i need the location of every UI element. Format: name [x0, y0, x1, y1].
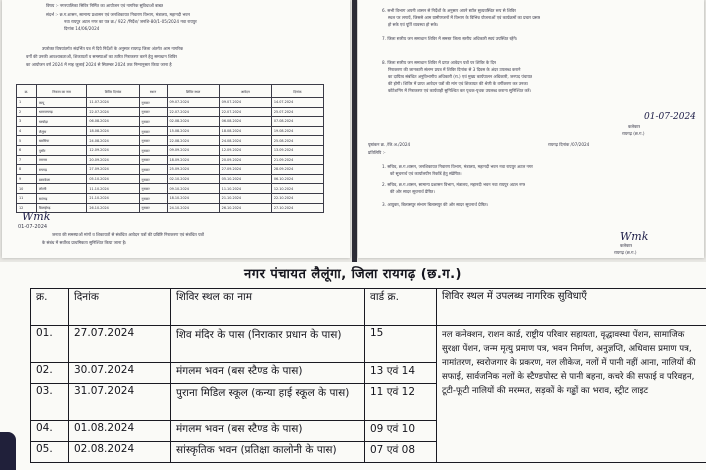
cell-serial: 04. [31, 421, 69, 442]
cell-place: सांस्कृतिक भवन (प्रतिक्षा कालोनी के पास) [171, 442, 365, 463]
right-document-page [358, 0, 704, 258]
table-cell: गुरुवार [139, 193, 167, 203]
table-cell: गुरुवार [139, 165, 167, 175]
table-cell: 20.09.2024 [87, 155, 139, 165]
table-cell: 12 [17, 203, 37, 213]
table-cell: 06.08.2024 [87, 117, 139, 127]
table-cell: 05.10.2024 [87, 174, 139, 184]
signature: 01-07-2024 [644, 112, 696, 122]
table-cell: धरमजयगढ़ [36, 107, 86, 117]
table-cell: 02.08.2024 [167, 117, 219, 127]
table-cell: 9 [17, 174, 37, 184]
copy-line: 2. सचिव, छ.ग.शासन, सामान्य प्रशासन विभाग, मंत्रालय, महानदी भवन नवा रायपुर अटल नगर [382, 182, 526, 187]
table-cell: 5 [17, 136, 37, 146]
table-cell: सारंगढ़ [36, 193, 86, 203]
table-cell: 18.09.2024 [167, 155, 219, 165]
table-cell: 05.10.2024 [219, 174, 271, 184]
table-row [17, 136, 324, 146]
copy-line: की ओर सादर सूचनार्थ प्रेषित। [390, 189, 435, 194]
table-cell: 28.09.2024 [271, 165, 323, 175]
table-cell: गुरुवार [139, 155, 167, 165]
table-cell: 13.09.2024 [271, 145, 323, 155]
table-row [17, 145, 324, 155]
table-row [17, 117, 324, 127]
table-cell: गुरुवार [139, 136, 167, 146]
cell-place: मंगलम भवन (बस स्टैण्ड के पास) [171, 363, 365, 384]
table-header-row [17, 85, 324, 98]
table-cell: 27.09.2024 [219, 165, 271, 175]
collector-district: रायगढ़ (छ.ग.) [622, 131, 645, 136]
page-title: नगर पंचायत लैलूंगा, जिला रायगढ़ (छ.ग.) [244, 267, 462, 282]
table-row [17, 126, 324, 136]
copy-line: 1. सचिव, छ.ग.शासन, जनशिकायत निवारण विभाग, मंत्रालय, महानदी भवन नवा रायपुर अटल नगर [382, 164, 533, 169]
table-header-row [31, 289, 706, 326]
table-cell: 26.10.2024 [219, 203, 271, 213]
body-line: का आयोजन वर्ष 2024 में माह जुलाई 2024 से सितम्बर 2024 तक निम्नानुसार किया जाना है [26, 62, 172, 67]
cell-facilities: नल कनेक्शन, राशन कार्ड, राष्ट्रीय परिवार सहायता, वृद्धावस्था पेंशन, सामाजिक सुरक्षा पेंशन, जन्म मृत्यु प्रमाण पत्र, भवन निर्माण, अनुज्ञप्ति, अधिवास प्रमाण पत्र, नामांतरण, स्वरोजगार के प्रकरण, नल लीकेज, नलों में पानी नहीं आना, नालियों की सफाई, सार्वजनिक नलों के स्टैण्डपोस्ट से पानी बहना, कचरे की सफाई व परिवहन, टूटी-फूटी नालियों की मरम्मत, सड़कों के गड्ढों का भराव, स्ट्रीट लाइट [437, 326, 706, 463]
table-cell: 11.07.2024 [87, 98, 139, 108]
table-cell: 09.10.2024 [167, 184, 219, 194]
header-date: दिनांक [69, 289, 171, 326]
table-cell: लोरमी [36, 184, 86, 194]
copy-line: 3. आयुक्त, बिलासपुर संभाग बिलासपुर की ओर सादर सूचनार्थ प्रेषित। [382, 202, 489, 207]
camp-schedule-table [16, 84, 324, 213]
signature-date: 01-07-2024 [18, 224, 48, 230]
table-cell: गुरुवार [139, 184, 167, 194]
cell-place: पुराना मिडिल स्कूल (कन्या हाई स्कूल के पास) [171, 384, 365, 421]
table-row [17, 107, 324, 117]
copy-line: को सूचनार्थ एवं कार्यालयीन रिकॉर्ड हेतु संप्रेषित। [390, 171, 462, 176]
table-cell: 22.07.2024 [219, 107, 271, 117]
table-cell: 25.09.2024 [167, 165, 219, 175]
table-cell: 12.09.2024 [219, 145, 271, 155]
table-cell: गुरुवार [139, 117, 167, 127]
header-line: दिनांक 14/06/2024 [64, 26, 100, 31]
cell-place: मंगलम भवन (बस स्टैण्ड के पास) [171, 421, 365, 442]
point-line: हो सके एवं पूर्ति व्यवस्था हो सके। [388, 22, 439, 27]
table-header: शिविर स्थल [167, 85, 219, 98]
collector-title: कलेक्टर [628, 124, 641, 129]
point-line: 7. जिला स्तरीय जन समाधान शिविर में समस्त जिला स्तरीय अधिकारी स्वयं उपस्थित रहेंगे। [382, 36, 518, 41]
point-line: 6. सभी विभाग अपनी शासन से निर्देशों के अनुसार अपने स्टॉल सुव्यवस्थित रूप से शिविर [382, 8, 516, 13]
cell-place: शिव मंदिर के पास (निराकार प्रधान के पास) [171, 326, 365, 363]
table-cell: घरघोड़ा [36, 117, 86, 127]
table-cell: 4 [17, 126, 37, 136]
table-row [17, 165, 324, 175]
table-cell: खरसिया [36, 136, 86, 146]
cell-serial: 05. [31, 442, 69, 463]
table-row [17, 174, 324, 184]
body-line: वर्गों की उनकी आवश्यकताओं, शिकायतों व समस्याओं का त्वरित निराकरण करने हेतु समाधान शिविर [26, 54, 178, 59]
cell-ward: 15 [365, 326, 437, 363]
table-cell: 18.08.2024 [87, 126, 139, 136]
table-cell: 02.10.2024 [167, 174, 219, 184]
left-document-page [2, 0, 350, 258]
table-row [17, 193, 324, 203]
table-cell: लैलूंगा [36, 126, 86, 136]
table-cell: 3 [17, 117, 37, 127]
cell-ward: 13 एवं 14 [365, 363, 437, 384]
table-header: क्र. [17, 85, 37, 98]
table-cell: तमनार [36, 155, 86, 165]
table-cell: 21.10.2024 [87, 193, 139, 203]
table-cell: बरमकेला [36, 174, 86, 184]
cell-date: 30.07.2024 [69, 363, 171, 384]
table-cell: 7 [17, 155, 37, 165]
camp-list-page [0, 262, 706, 470]
table-row [17, 155, 324, 165]
cell-ward: 07 एवं 08 [365, 442, 437, 463]
table-cell: 09.09.2024 [167, 145, 219, 155]
table-cell: रायगढ़ [36, 165, 86, 175]
cell-ward: 09 एवं 10 [365, 421, 437, 442]
table-cell: 20.09.2024 [219, 155, 271, 165]
cell-ward: 11 एवं 12 [365, 384, 437, 421]
table-cell: 06.08.2024 [219, 117, 271, 127]
table-cell: 07.08.2024 [271, 117, 323, 127]
copy-label: प्रतिलिपि :- [368, 150, 386, 155]
table-cell: 09.07.2024 [167, 98, 219, 108]
table-cell: 6 [17, 145, 37, 155]
table-cell: 25.08.2024 [271, 136, 323, 146]
collector-district: रायगढ़ (छ.ग.) [614, 250, 637, 255]
cell-serial: 02. [31, 363, 69, 384]
cell-serial: 01. [31, 326, 69, 363]
cell-date: 01.08.2024 [69, 421, 171, 442]
table-cell: 21.10.2024 [219, 193, 271, 203]
table-cell: 10 [17, 184, 37, 194]
table-header: दिनांक [271, 85, 323, 98]
table-header: स्थान [139, 85, 167, 98]
table-cell: 25.07.2024 [271, 107, 323, 117]
table-cell: गुरुवार [139, 174, 167, 184]
table-row [17, 184, 324, 194]
table-cell: 18.10.2024 [167, 193, 219, 203]
point-line: स्थल पर लगायें, जिससे आम ग्रामीणजनों में विभाग के विभिन्न योजनाओं एवं कार्यक्रमों का प्रचार प्रसार [388, 15, 541, 20]
table-cell: 21.09.2024 [271, 155, 323, 165]
cell-date: 02.08.2024 [69, 442, 171, 463]
table-cell: 26.10.2024 [87, 203, 139, 213]
table-cell: 27.10.2024 [271, 203, 323, 213]
point-line: का दायित्व संबंधित अनुविभागीय अधिकारी (रा.) एवं मुख्य कार्यपालन अधिकारी, जनपद पंचायत [388, 74, 533, 79]
table-cell: 11.10.2024 [219, 184, 271, 194]
header-line: विषय :- नगरपालिका सिविर निर्मित का आयोजन एवं नागरिक सुविधाओं बाबत [46, 3, 164, 8]
point-line: कोटेशनिंग में निराकरण एवं कार्यवाही सुनिश्चित कर पृथक-पृथक उपलब्ध कराना सुनिश्चित करें। [388, 88, 532, 93]
table-header: निकाय का नाम [36, 85, 86, 98]
collector-title: कलेक्टर [620, 243, 633, 248]
table-cell: 12.09.2024 [87, 145, 139, 155]
header-line: संदर्भ :- छ.ग.शासन, सामान्य प्रशासन एवं जनशिकायत निवारण विभाग, मंत्रालय, महानदी भवन [46, 12, 190, 17]
point-line: 8. जिला स्तरीय जन समाधान शिविर में प्राप्त आवेदन पत्रों पर शिविर के दिन [382, 60, 497, 65]
table-header: शिविर दिनांक [87, 85, 139, 98]
header-facilities: शिविर स्थल में उपलब्ध नागरिक सुविधाएँ [437, 289, 706, 326]
table-cell: 06.10.2024 [271, 174, 323, 184]
endorsement-number: पृष्ठांकन क्र. /जि.अ./2024 [368, 142, 411, 147]
point-line: की होगी। शिविर में प्राप्त आवेदन पत्रों की मांग एवं शिकायत की श्रेणी के वर्गीकरण कर उनका [388, 81, 528, 86]
photo-edge-mark [0, 432, 16, 470]
table-cell: 24.10.2024 [167, 203, 219, 213]
table-cell: गुरुवार [139, 145, 167, 155]
table-row [31, 326, 706, 363]
cell-date: 31.07.2024 [69, 384, 171, 421]
signature: Wmk [620, 230, 649, 243]
table-cell: 22.08.2024 [167, 136, 219, 146]
table-cell: 12.10.2024 [271, 184, 323, 194]
cell-serial: 03. [31, 384, 69, 421]
table-header: आवेदन [219, 85, 271, 98]
table-cell: 22.10.2024 [271, 193, 323, 203]
table-cell: पुसौर [36, 145, 86, 155]
table-row [17, 203, 324, 213]
header-place: शिविर स्थल का नाम [171, 289, 365, 326]
table-cell: 15.08.2024 [167, 126, 219, 136]
signature: Wmk [22, 210, 51, 223]
endorsement-date: रायगढ़ दिनांक /07/2024 [548, 142, 590, 147]
table-cell: 11.10.2024 [87, 184, 139, 194]
page-fold-shadow [352, 0, 357, 262]
table-cell: 18.08.2024 [219, 126, 271, 136]
body-line: उपरोक्त विषयांतर्गत संदर्भित पत्र में दिये निर्देशों के अनुसार रायगढ़ जिला अंतर्गत आम नागरिक [42, 46, 184, 51]
table-cell: 22.07.2024 [167, 107, 219, 117]
point-line: निराकरण की जानकारी संलग्न प्रपत्र में शिविर दिनांक से 3 दिवस के अंदर उपलब्ध कराने [388, 67, 521, 72]
header-line: नवा रायपुर अटल नगर का पत्र क्र./ 922 /निर्देश/ जनशि-80/1-05/2024 नवा रायपुर [64, 19, 197, 24]
table-cell: 1 [17, 98, 37, 108]
table-cell: 14.07.2024 [271, 98, 323, 108]
table-cell: बिलाईगढ़ [36, 203, 86, 213]
footer-line: जनता की समस्याओं मांगों व शिकायतों से संबंधित आवेदन पत्रों की प्रविष्टि निराकरण एवं संबंधित पत्रों [52, 232, 204, 237]
table-cell: 22.07.2024 [87, 107, 139, 117]
table-cell: गुरुवार [139, 203, 167, 213]
header-serial: क्र. [31, 289, 69, 326]
table-cell: 27.09.2024 [87, 165, 139, 175]
table-cell: गुरुवार [139, 98, 167, 108]
header-ward: वार्ड क्र. [365, 289, 437, 326]
table-cell: 11 [17, 193, 37, 203]
table-cell: कापू [36, 98, 86, 108]
table-row [17, 98, 324, 108]
table-cell: 24.08.2024 [87, 136, 139, 146]
table-cell: गुरुवार [139, 126, 167, 136]
table-cell: 09.07.2024 [219, 98, 271, 108]
table-cell: 8 [17, 165, 37, 175]
table-cell: 2 [17, 107, 37, 117]
camp-table [30, 288, 706, 463]
table-cell: 24.08.2024 [219, 136, 271, 146]
cell-date: 27.07.2024 [69, 326, 171, 363]
table-cell: गुरुवार [139, 107, 167, 117]
footer-line: के संबंध में सर्वोच्च प्राथमिकता सुनिश्चित किया जाना है। [42, 240, 127, 245]
table-cell: 19.08.2024 [271, 126, 323, 136]
